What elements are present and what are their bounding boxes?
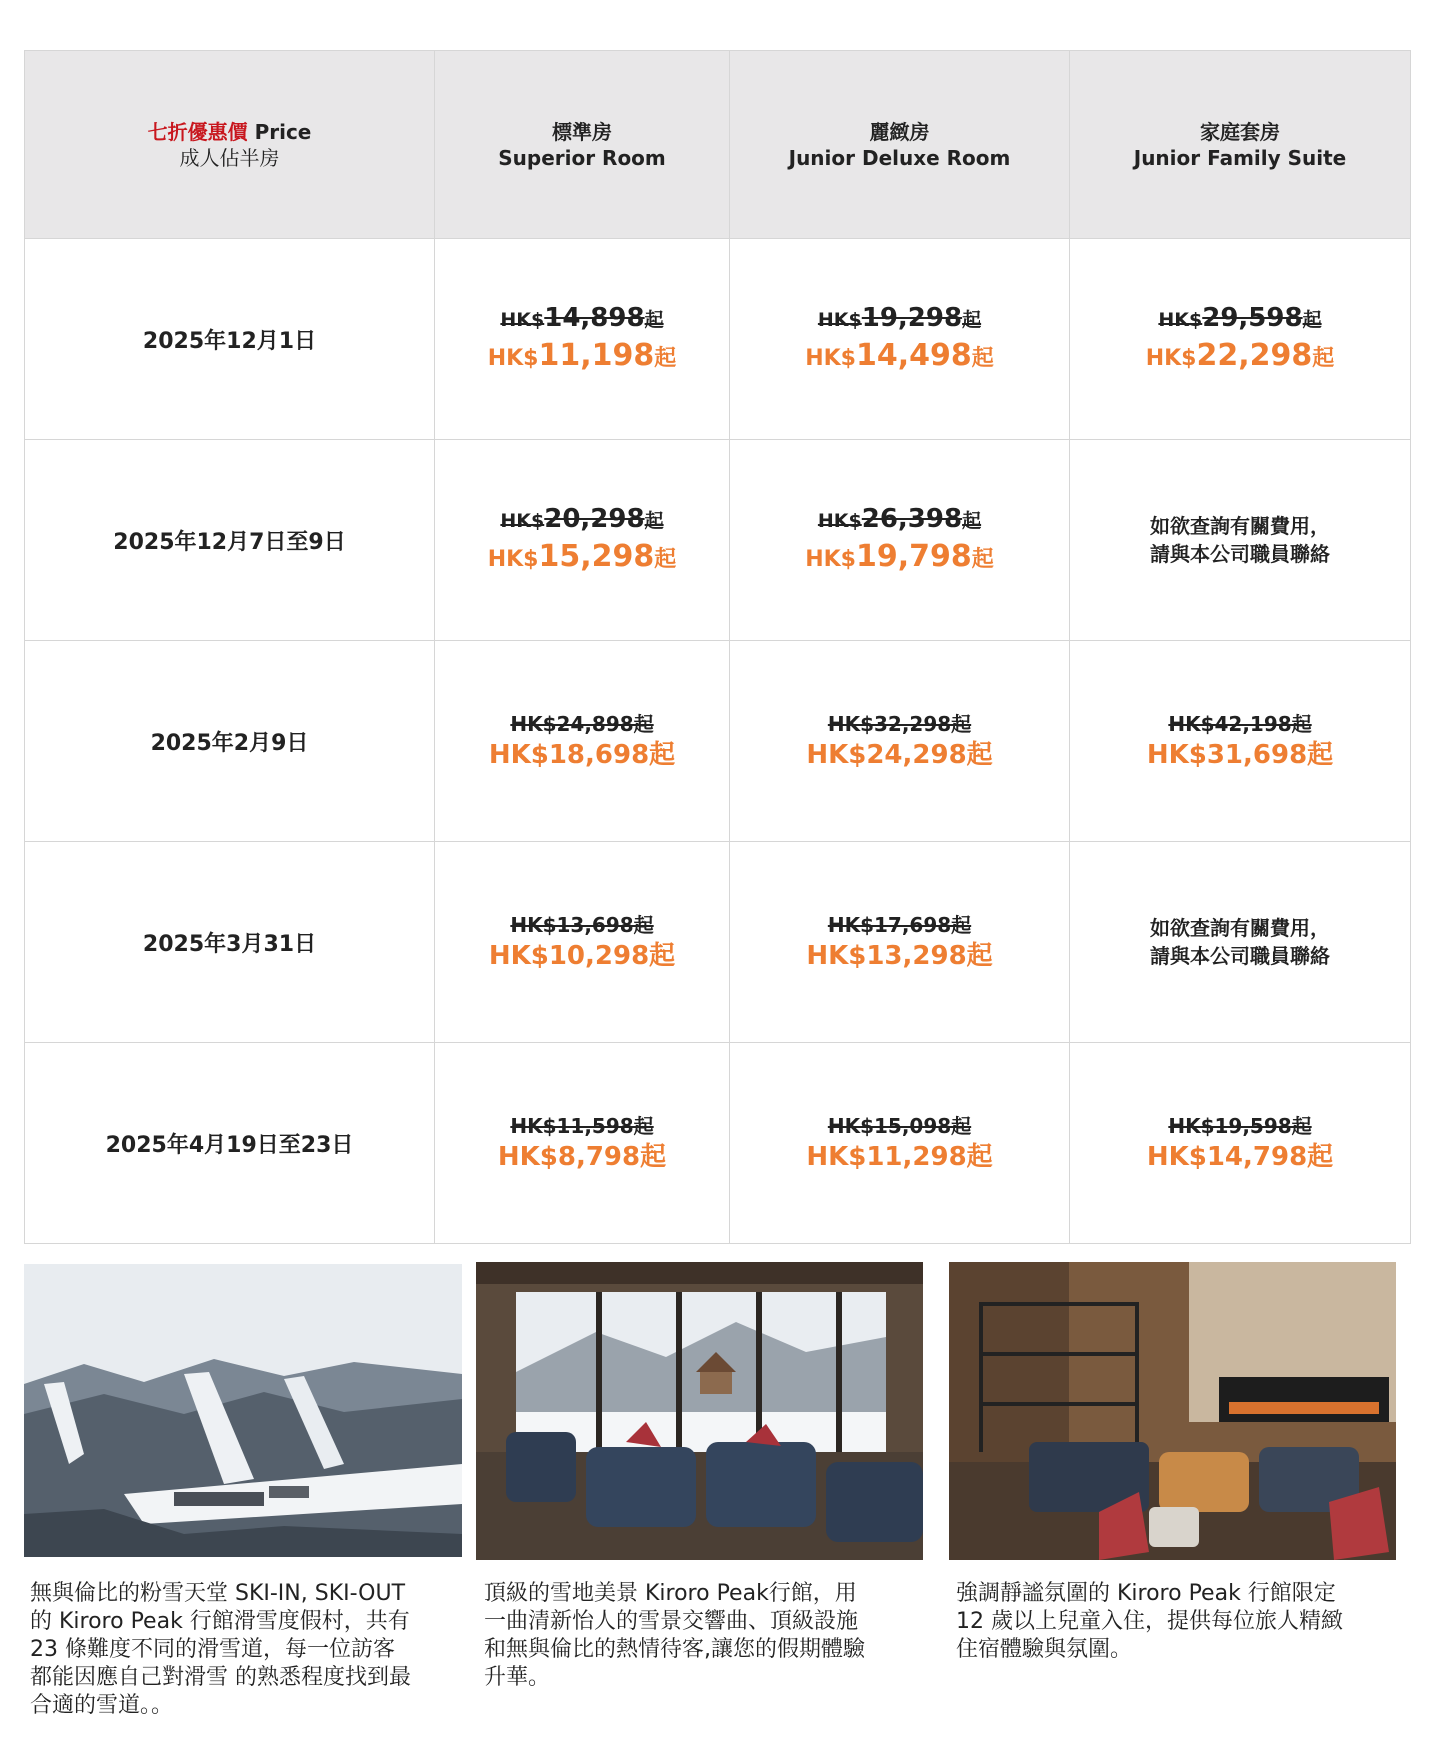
lounge-window-photo — [476, 1262, 923, 1560]
header-room-deluxe — [730, 51, 1070, 239]
original-price: HK$17,698起 — [827, 913, 972, 937]
room-name-en: Superior Room — [498, 145, 666, 170]
caption-line: 頂級的雪地美景 Kiroro Peak行館，用 — [484, 1581, 857, 1606]
discount-price: HK$15,298起 — [487, 538, 677, 574]
caption-line: 一曲清新怡人的雪景交響曲、頂級設施 — [484, 1609, 859, 1634]
enquiry-cell — [1070, 440, 1411, 641]
price-label: Price — [247, 119, 312, 144]
caption-line: 12 歲以上兒童入住，提供每位旅人精緻 — [956, 1609, 1343, 1634]
price-cell — [730, 842, 1070, 1043]
original-price: HK$29,598起 — [1158, 302, 1322, 333]
discount-price: HK$10,298起 — [488, 941, 676, 971]
ski-resort-photo — [24, 1264, 462, 1557]
original-price: HK$13,698起 — [510, 913, 654, 937]
room-name-en: Junior Family Suite — [1133, 145, 1347, 170]
original-price: HK$14,898起 — [500, 302, 664, 333]
date-cell: 2025年3月31日 — [25, 842, 435, 1043]
discount-price: HK$14,498起 — [805, 337, 994, 373]
discount-price: HK$11,198起 — [487, 337, 677, 373]
caption-line: 都能因應自己對滑雪 的熟悉程度找到最 — [30, 1665, 411, 1690]
price-cell — [730, 440, 1070, 641]
original-price: HK$26,398起 — [817, 503, 982, 534]
table-row — [25, 440, 1411, 641]
enquiry-text: 請與本公司職員聯絡 — [1150, 944, 1330, 968]
price-cell — [1070, 641, 1411, 842]
original-price: HK$11,598起 — [510, 1114, 654, 1138]
caption-line: 23 條難度不同的滑雪道，每一位訪客 — [30, 1637, 395, 1662]
header-room-superior — [435, 51, 730, 239]
date-cell: 2025年12月1日 — [25, 239, 435, 440]
discount-price: HK$18,698起 — [488, 740, 676, 770]
table-row — [25, 842, 1411, 1043]
enquiry-text: 請與本公司職員聯絡 — [1150, 542, 1330, 566]
discount-price: HK$8,798起 — [497, 1142, 667, 1172]
enquiry-cell — [1070, 842, 1411, 1043]
table-header-row — [25, 51, 1411, 239]
date-cell: 2025年2月9日 — [25, 641, 435, 842]
header-room-family — [1070, 51, 1411, 239]
enquiry-text: 如欲查詢有關費用， — [1150, 916, 1330, 940]
original-price: HK$42,198起 — [1168, 712, 1312, 736]
room-name-zh: 麗緻房 — [869, 119, 930, 144]
caption-line: 的 Kiroro Peak 行館滑雪度假村，共有 — [30, 1609, 410, 1634]
caption-line: 強調靜謐氛圍的 Kiroro Peak 行館限定 — [956, 1581, 1336, 1606]
table-row — [25, 1043, 1411, 1244]
table-row — [25, 641, 1411, 842]
date-cell: 2025年4月19日至23日 — [25, 1043, 435, 1244]
discount-price: HK$22,298起 — [1145, 337, 1335, 373]
discount-price: HK$14,798起 — [1146, 1142, 1334, 1172]
original-price: HK$19,598起 — [1168, 1114, 1312, 1138]
header-price-label — [25, 51, 435, 239]
discount-price: HK$24,298起 — [806, 740, 993, 770]
price-cell — [435, 641, 730, 842]
price-cell — [435, 440, 730, 641]
caption-line: 和無與倫比的熱情待客,讓您的假期體驗 — [484, 1637, 865, 1662]
original-price: HK$15,098起 — [827, 1114, 972, 1138]
price-table — [24, 50, 1411, 1244]
original-price: HK$32,298起 — [827, 712, 972, 736]
discount-price: HK$19,798起 — [805, 538, 994, 574]
discount-price: HK$11,298起 — [806, 1142, 993, 1172]
room-name-zh: 標準房 — [552, 119, 612, 144]
original-price: HK$19,298起 — [817, 302, 982, 333]
price-cell — [730, 239, 1070, 440]
discount-label: 七折優惠價 — [147, 119, 248, 144]
caption-line: 無與倫比的粉雪天堂 SKI-IN, SKI-OUT — [30, 1581, 406, 1606]
enquiry-text: 如欲查詢有關費用， — [1150, 514, 1330, 538]
caption-line: 升華。 — [484, 1665, 551, 1690]
caption-fireplace — [956, 1580, 1396, 1664]
original-price: HK$20,298起 — [500, 503, 664, 534]
price-cell — [435, 842, 730, 1043]
caption-ski-resort — [30, 1580, 460, 1720]
price-cell — [1070, 1043, 1411, 1244]
caption-line: 住宿體驗與氛圍。 — [956, 1637, 1133, 1662]
date-cell: 2025年12月7日至9日 — [25, 440, 435, 641]
original-price: HK$24,898起 — [510, 712, 654, 736]
discount-price: HK$13,298起 — [806, 941, 993, 971]
discount-price: HK$31,698起 — [1146, 740, 1334, 770]
room-name-en: Junior Deluxe Room — [788, 145, 1011, 170]
price-cell — [435, 239, 730, 440]
table-row — [25, 239, 1411, 440]
price-cell — [435, 1043, 730, 1244]
price-basis-label: 成人佔半房 — [179, 145, 280, 170]
price-cell — [1070, 239, 1411, 440]
fireplace-lounge-photo — [949, 1262, 1396, 1560]
caption-line: 合適的雪道。。 — [30, 1693, 174, 1718]
caption-lounge — [484, 1580, 924, 1692]
price-cell — [730, 641, 1070, 842]
price-cell — [730, 1043, 1070, 1244]
room-name-zh: 家庭套房 — [1200, 119, 1280, 144]
